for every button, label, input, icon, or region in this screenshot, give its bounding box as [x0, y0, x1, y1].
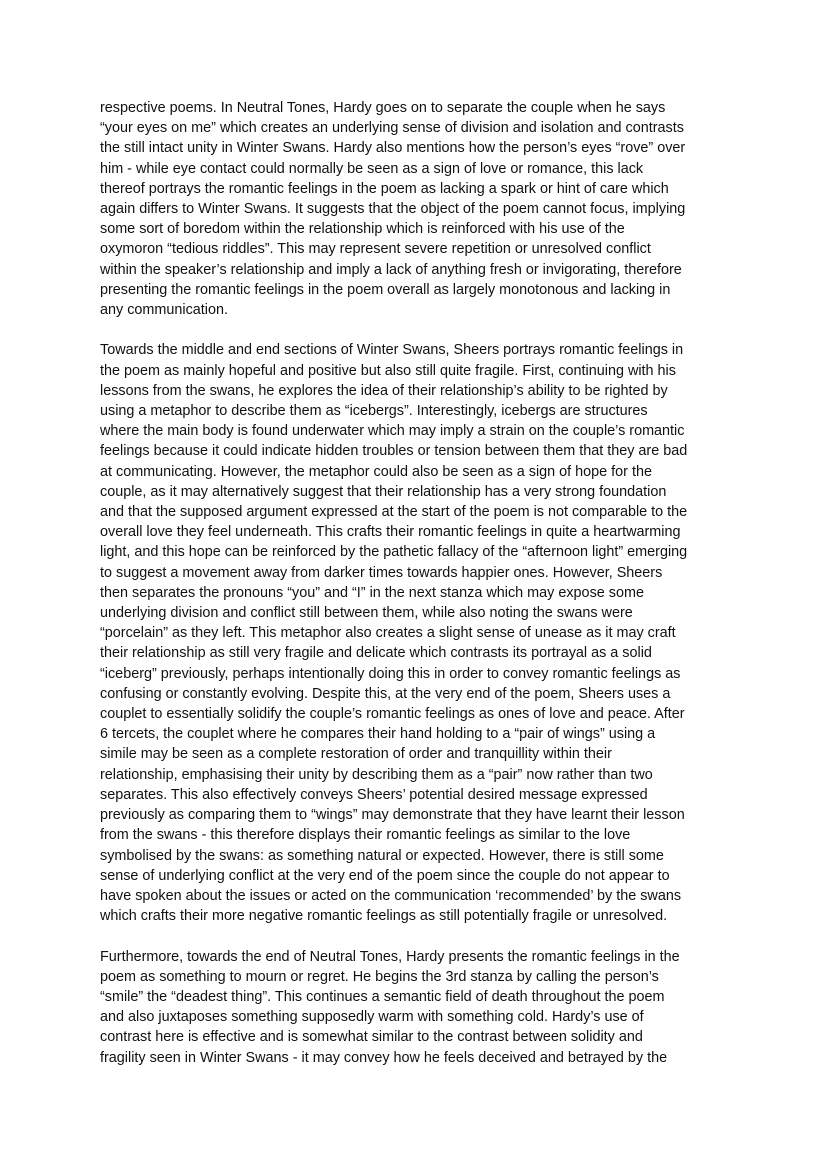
text-line: Towards the middle and end sections of Winter Swans, Sheers portrays romantic feelings in [100, 342, 684, 359]
text-line: then separates the pronouns “you” and “I” in the next stanza which may expose some [100, 584, 644, 601]
text-line: fragility seen in Winter Swans - it may convey how he feels deceived and betrayed by the [100, 1049, 668, 1066]
text-line: “smile” the “deadest thing”. This continues a semantic field of death throughout the poem [100, 988, 665, 1005]
text-line: using a metaphor to describe them as “icebergs”. Interestingly, icebergs are structures [100, 403, 648, 420]
text-line: simile may be seen as a complete restoration of order and tranquillity within their [100, 746, 612, 763]
text-line: within the speaker’s relationship and imply a lack of anything fresh or invigorating, therefore [100, 261, 682, 278]
essay-body [100, 98, 730, 1088]
text-line: have spoken about the issues or acted on the communication ‘recommended’ by the swans [100, 887, 682, 904]
text-line: “iceberg” previously, perhaps intentionally doing this in order to convey romantic feelings as [100, 665, 681, 682]
text-line: the still intact unity in Winter Swans. Hardy also mentions how the person’s eyes “rove” over [100, 140, 686, 157]
text-line: any communication. [100, 302, 228, 319]
text-line: light, and this hope can be reinforced by the pathetic fallacy of the “afternoon light” emerging [100, 544, 688, 561]
text-line: and also juxtaposes something supposedly warm with something cold. Hardy’s use of [100, 1009, 644, 1026]
text-line: lessons from the swans, he explores the idea of their relationship’s ability to be righted by [100, 382, 668, 399]
essay-paragraph [100, 340, 730, 926]
text-line: some sort of boredom within the relationship which is reinforced with his use of the [100, 221, 625, 238]
text-line: relationship, emphasising their unity by describing them as a “pair” now rather than two [100, 766, 653, 783]
text-line: him - while eye contact could normally be seen as a sign of love or romance, this lack [100, 160, 644, 177]
text-line: at communicating. However, the metaphor could also be seen as a sign of hope for the [100, 463, 652, 480]
text-line: “your eyes on me” which creates an underlying sense of division and isolation and contrasts [100, 120, 684, 137]
text-line: and that the supposed argument expressed at the start of the poem is not comparable to the [100, 504, 688, 521]
text-line: oxymoron “tedious riddles”. This may represent severe repetition or unresolved conflict [100, 241, 651, 258]
text-line: feelings because it could indicate hidden troubles or tension between them that they are bad [100, 443, 688, 460]
text-line: overall love they feel underneath. This crafts their romantic feelings in quite a heartwarming [100, 524, 681, 541]
text-line: “porcelain” as they left. This metaphor also creates a slight sense of unease as it may craft [100, 625, 676, 642]
text-line: symbolised by the swans: as something natural or expected. However, there is still some [100, 847, 664, 864]
text-line: previously as comparing them to “wings” may demonstrate that they have learnt their lesson [100, 807, 685, 824]
text-line: thereof portrays the romantic feelings in the poem as lacking a spark or hint of care which [100, 180, 669, 197]
text-line: separates. This also effectively conveys Sheers’ potential desired message expressed [100, 786, 648, 803]
text-line: Furthermore, towards the end of Neutral Tones, Hardy presents the romantic feelings in the [100, 948, 680, 965]
text-line: confusing or constantly evolving. Despite this, at the very end of the poem, Sheers uses a [100, 685, 671, 702]
text-line: couplet to essentially solidify the couple’s romantic feelings as ones of love and peace. After [100, 706, 685, 723]
text-line: couple, as it may alternatively suggest that their relationship has a very strong foundation [100, 483, 667, 500]
essay-paragraph [100, 98, 730, 320]
essay-paragraph [100, 947, 730, 1068]
text-line: respective poems. In Neutral Tones, Hardy goes on to separate the couple when he says [100, 100, 666, 116]
text-line: sense of underlying conflict at the very end of the poem since the couple do not appear to [100, 867, 670, 884]
text-line: to suggest a movement away from darker times towards happier ones. However, Sheers [100, 564, 663, 581]
text-line: the poem as mainly hopeful and positive but also still quite fragile. First, continuing with his [100, 362, 676, 379]
text-line: 6 tercets, the couplet where he compares their hand holding to a “pair of wings” using a [100, 726, 656, 743]
text-line: where the main body is found underwater which may imply a strain on the couple’s romantic [100, 423, 685, 440]
text-line: from the swans - this therefore displays their romantic feelings as similar to the love [100, 827, 631, 844]
text-line: underlying division and conflict still between them, while also noting the swans were [100, 605, 633, 622]
text-line: contrast here is effective and is somewhat similar to the contrast between solidity and [100, 1029, 643, 1046]
text-line: again differs to Winter Swans. It suggests that the object of the poem cannot focus, implying [100, 201, 686, 218]
text-line: poem as something to mourn or regret. He begins the 3rd stanza by calling the person’s [100, 968, 659, 985]
text-line: presenting the romantic feelings in the poem overall as largely monotonous and lacking in [100, 281, 671, 298]
text-line: which crafts their more negative romantic feelings as still potentially fragile or unresolved. [100, 908, 668, 925]
text-line: their relationship as still very fragile and delicate which contrasts its portrayal as a solid [100, 645, 652, 662]
